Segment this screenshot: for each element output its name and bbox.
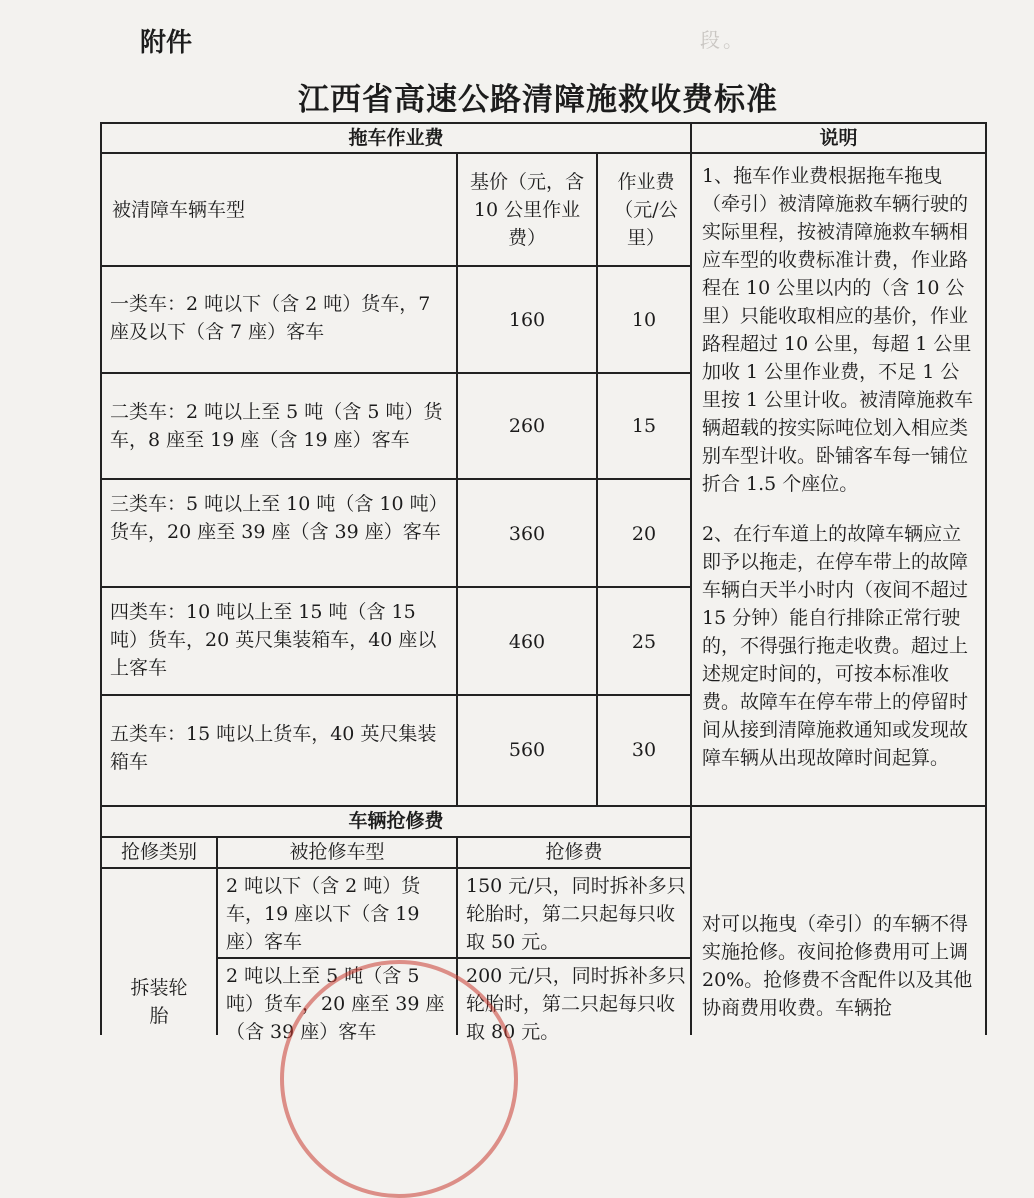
vehicle-type: 一类车：2 吨以下（含 2 吨）货车，7 座及以下（含 7 座）客车: [110, 293, 431, 343]
repair-section-title: 车辆抢修费: [348, 810, 444, 832]
page-title: 江西省高速公路清障施救收费标准: [298, 82, 778, 118]
base-price: 360: [508, 523, 546, 545]
vehicle-type: 四类车：10 吨以上至 15 吨（含 15 吨）货车，20 英尺集装箱车，40 座以上客车: [110, 601, 437, 679]
operation-fee: 10: [631, 309, 657, 331]
repair-fee: 150 元/只，同时拆补多只轮胎时，第二只起每只收取 50 元。: [466, 875, 686, 953]
base-price: 160: [508, 309, 546, 331]
repair-vehicle-type: 2 吨以上至 5 吨（含 5 吨）货车，20 座至 39 座（含 39 座）客车: [226, 965, 445, 1043]
base-price: 560: [508, 739, 546, 761]
base-price: 260: [508, 415, 546, 437]
col-repair-fee: 抢修费: [545, 841, 603, 863]
base-price: 460: [508, 631, 546, 653]
notes-para-3: 对可以拖曳（牵引）的车辆不得实施抢修。夜间抢修费用可上调 20%。抢修费不含配件以及其他协商费用收费。车辆抢: [702, 913, 973, 1019]
notes-para-2: 2、在行车道上的故障车辆应立即予以拖走，在停车带上的故障车辆白天半小时内（夜间不超过 15 分钟）能自行排除正常行驶的，不得强行拖走收费。超过上述规定时间的，可按本标准收费。故障车在停车带上的停留时间从接到清障施救通知或发现故障车辆从出现故障时间起算。: [702, 523, 969, 769]
towing-section-title: 拖车作业费: [348, 127, 444, 149]
attachment-label: 附件: [140, 28, 193, 58]
col-vehicle-type: 被清障车辆车型: [112, 199, 246, 221]
col-operation-fee: 作业费（元/公里）: [614, 171, 678, 249]
operation-fee: 25: [631, 631, 657, 653]
repair-category-tire: 拆装轮胎: [130, 977, 188, 1027]
vehicle-type: 五类车：15 吨以上货车，40 英尺集装箱车: [110, 723, 437, 773]
notes-para-1: 1、拖车作业费根据拖车拖曳（牵引）被清障施救车辆行驶的实际里程，按被清障施救车辆相应车型的收费标准计费，作业路程在 10 公里以内的（含 10 公里）只能收取相应的基价，作业路程超过 10 公里，每超 1 公里加收 1 公里作业费，不足 1 公里按 1 公里计收。被清障施救车辆超载的按实际吨位划入相应类别车型计收。卧铺客车每一铺位折合 1.5 个座位。: [702, 165, 974, 495]
official-seal: [280, 960, 518, 1198]
repair-vehicle-type: 2 吨以下（含 2 吨）货车，19 座以下（含 19 座）客车: [226, 875, 421, 953]
col-repair-category: 抢修类别: [120, 841, 197, 863]
vehicle-type: 二类车：2 吨以上至 5 吨（含 5 吨）货车，8 座至 19 座（含 19 座）客车: [110, 401, 443, 451]
operation-fee: 20: [631, 523, 657, 545]
col-repaired-vehicle-type: 被抢修车型: [289, 841, 385, 863]
repair-fee: 200 元/只，同时拆补多只轮胎时，第二只起每只收取 80 元。: [466, 965, 686, 1043]
operation-fee: 30: [631, 739, 657, 761]
background-bleed: 段。: [700, 28, 746, 52]
vehicle-type: 三类车：5 吨以上至 10 吨（含 10 吨）货车，20 座至 39 座（含 39 座）客车: [110, 493, 448, 543]
col-base-price: 基价（元，含 10 公里作业费）: [469, 171, 584, 249]
notes-header: 说明: [819, 127, 858, 149]
operation-fee: 15: [631, 415, 657, 437]
